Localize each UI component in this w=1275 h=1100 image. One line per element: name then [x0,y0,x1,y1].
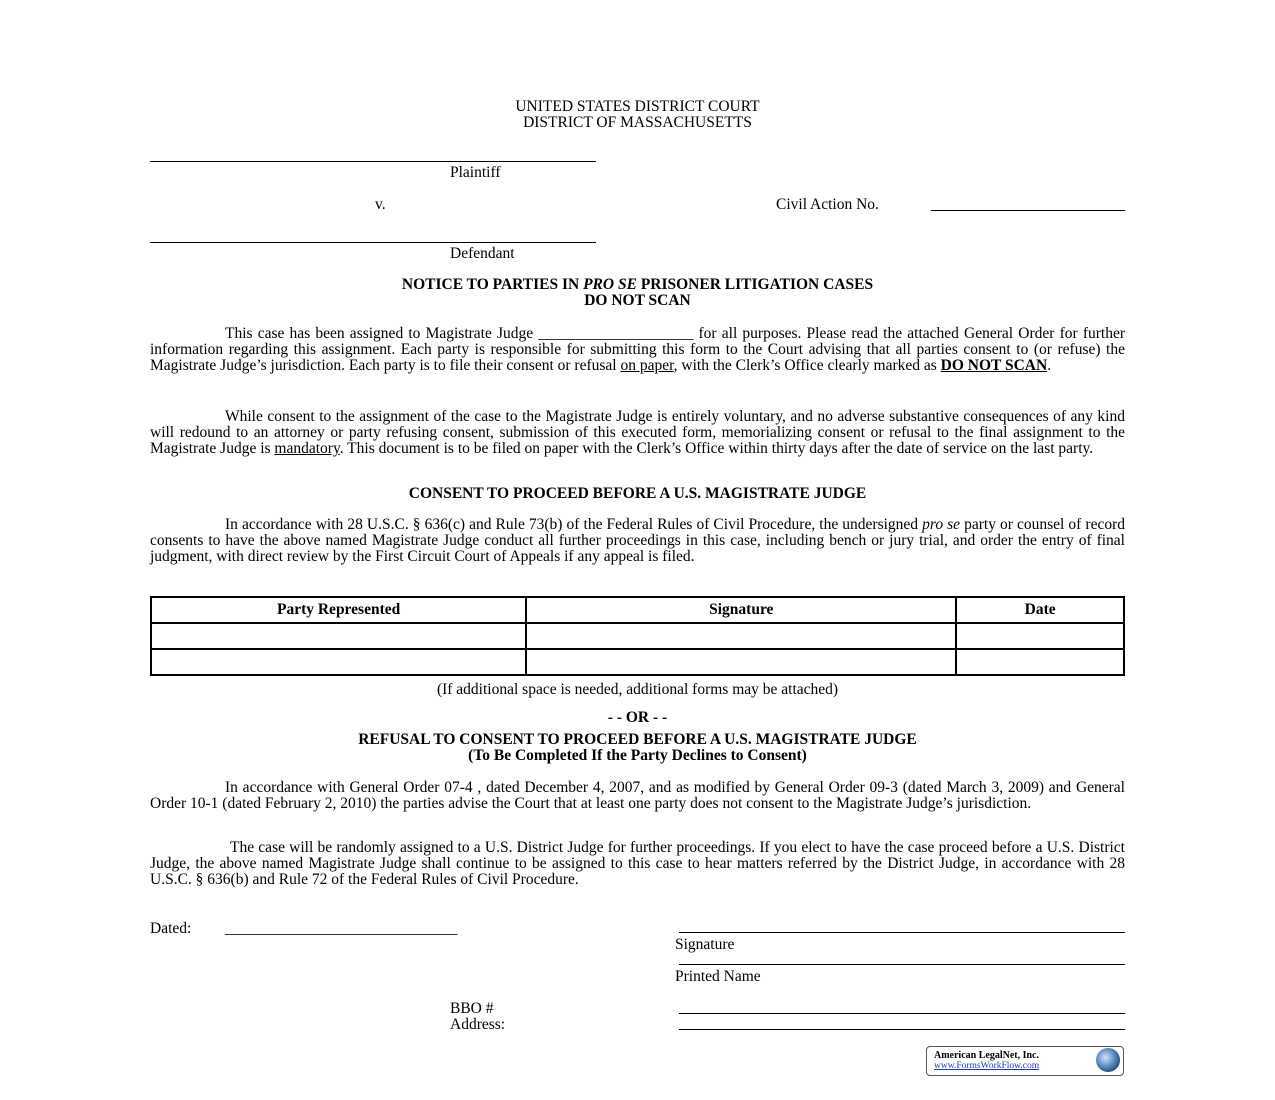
court-district: DISTRICT OF MASSACHUSETTS [523,114,752,131]
notice-p1-bold: DO NOT SCAN [940,357,1048,374]
table-note: (If additional space is needed, additional forms may be attached) [436,681,839,698]
column-signature: Signature [526,597,956,623]
refusal-p1-text: In accordance with General Order 07-4 , dated December 4, 2007, and as modified by General Order 09-3 (dated March 3, 2009) and General Order 10-1 (dated February 2, 2010) the parties advise the Court that at least one party does not consent to the Magistrate Judge’s jurisdiction. [150,779,1125,812]
notice-p2-text: While consent to the assignment of the case to the Magistrate Judge is entirely voluntary, and no adverse substantive consequences of any kind will redound to an attorney or party refusing consent, submission of this executed form, memorializing consent or refusal to the final assignment to the Magistrate Judge is [150,408,1125,457]
versus-label: v. [375,196,386,213]
dated-label: Dated: [150,920,192,937]
notice-subtitle: DO NOT SCAN [584,292,691,309]
column-date: Date [956,597,1124,623]
signature-line[interactable] [679,932,1125,933]
signature-cell[interactable] [526,649,956,675]
table-row [151,623,1124,649]
refusal-header [0,732,1275,764]
consent-italic: pro se [922,516,961,533]
signature-label: Signature [675,936,735,953]
refusal-p2-text: The case will be randomly assigned to a U.S. District Judge for further proceedings. If you elect to have the case proceed before a U.S. District Judge, the above named Magistrate Judge shall continue to be assigned to this case to hear matters referred by the District Judge, in accordance with 28 U.S.C. § 636(b) and Rule 72 of the Federal Rules of Civil Procedure. [150,839,1125,888]
notice-p2-underline: mandatory [274,440,340,457]
plaintiff-label: Plaintiff [450,164,501,181]
printed-name-line[interactable] [679,964,1125,965]
notice-title [0,277,1275,309]
court-name: UNITED STATES DISTRICT COURT [515,98,760,115]
notice-title-italic: PRO SE [583,276,637,293]
column-party-represented: Party Represented [151,597,526,623]
consent-text-2: party or counsel of record consents to have the above named Magistrate Judge conduct all further proceedings in this case, including bench or jury trial, and order the entry of final judgment, with direct review by the First Circuit Court of Appeals if any appeal is filed. [150,516,1125,565]
logo-url-link[interactable]: www.FormsWorkFlow.com [934,1061,1040,1071]
civil-action-line[interactable] [931,210,1125,211]
defendant-label: Defendant [450,245,515,262]
printed-name-label: Printed Name [675,968,761,985]
american-legalnet-logo[interactable] [926,1046,1124,1076]
party-cell[interactable] [151,649,526,675]
date-cell[interactable] [956,623,1124,649]
notice-paragraph-1 [150,326,1125,374]
notice-title-pre: NOTICE TO PARTIES IN [401,276,584,293]
notice-p1-end: . [1047,357,1052,374]
notice-p1-underline: on paper [620,357,674,374]
dated-field[interactable]: ______________________________ [225,920,458,937]
court-header [0,99,1275,131]
consent-signature-table [150,596,1125,676]
globe-icon [1096,1048,1120,1072]
table-header-row [151,597,1124,623]
logo-company-name: American LegalNet, Inc. [934,1050,1039,1061]
consent-text: In accordance with 28 U.S.C. § 636(c) and Rule 73(b) of the Federal Rules of Civil Procedure, the undersigned [225,516,923,533]
notice-title-post: PRISONER LITIGATION CASES [636,276,874,293]
party-cell[interactable] [151,623,526,649]
date-cell[interactable] [956,649,1124,675]
notice-p1-text-2: , with the Clerk’s Office clearly marked as [673,357,941,374]
bbo-label: BBO # [450,1000,494,1017]
refusal-title: REFUSAL TO CONSENT TO PROCEED BEFORE A U.S. MAGISTRATE JUDGE [358,731,917,748]
consent-paragraph [150,517,1125,565]
address-label: Address: [450,1016,506,1033]
signature-cell[interactable] [526,623,956,649]
bbo-line[interactable] [679,1013,1125,1014]
refusal-paragraph-1 [150,780,1125,812]
notice-p1-text: This case has been assigned to Magistrate Judge ____________________ for all purposes. Please read the attached General Order for further information regarding this assignment. Each party is responsible for submitting this form to the Court advising that all parties consent to (or refuse) the Magistrate Judge’s jurisdiction. Each party is to file their consent or refusal [150,325,1125,374]
or-divider: - - OR - - [607,709,668,726]
address-line[interactable] [679,1029,1125,1030]
consent-title: CONSENT TO PROCEED BEFORE A U.S. MAGISTRATE JUDGE [408,485,867,502]
plaintiff-line[interactable] [150,161,596,162]
defendant-line[interactable] [150,242,596,243]
notice-paragraph-2 [150,409,1125,457]
refusal-subtitle: (To Be Completed If the Party Declines to Consent) [468,747,807,764]
refusal-paragraph-2 [150,840,1125,888]
table-row [151,649,1124,675]
civil-action-label: Civil Action No. [776,196,879,213]
notice-p2-text-2: . This document is to be filed on paper with the Clerk’s Office within thirty days after the date of service on the last party. [339,440,1094,457]
